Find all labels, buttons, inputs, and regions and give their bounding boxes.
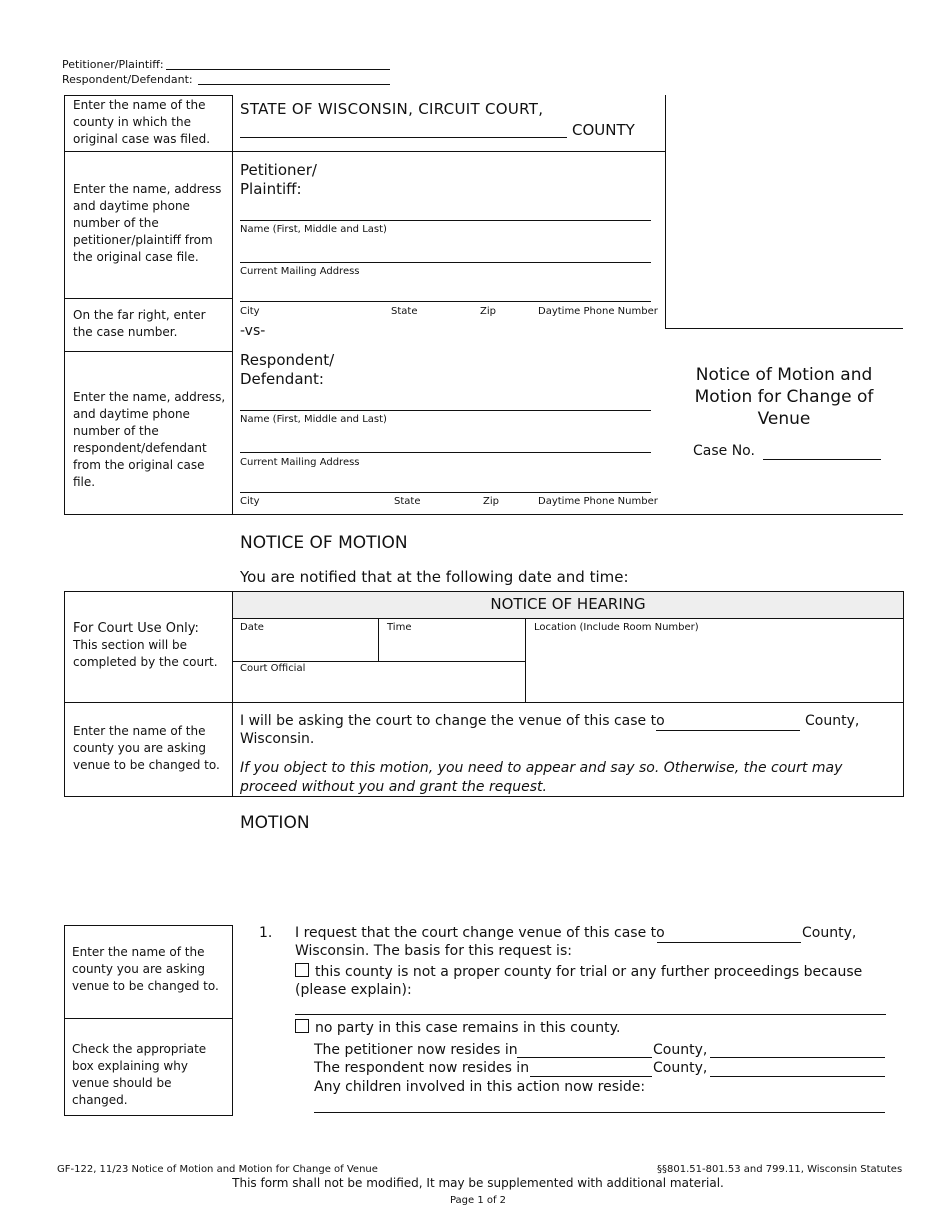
instruction-case-number: On the far right, enter the case number. bbox=[73, 308, 206, 339]
no-party-checkbox[interactable] bbox=[295, 1019, 309, 1033]
respondent-name-field[interactable] bbox=[240, 410, 651, 411]
hearing-location-label[interactable]: Location (Include Room Number) bbox=[534, 622, 699, 633]
instruction-check-box: Check the appropriate box explaining why venue should be changed. bbox=[72, 1042, 207, 1107]
court-use-title: For Court Use Only: bbox=[73, 621, 199, 636]
explain-field[interactable] bbox=[295, 1014, 886, 1015]
respondent-phone-label: Daytime Phone Number bbox=[538, 496, 658, 507]
motion-heading: MOTION bbox=[240, 813, 310, 833]
petitioner-address-label: Current Mailing Address bbox=[240, 266, 360, 277]
petitioner-name-field[interactable] bbox=[240, 220, 651, 221]
motion-county-field[interactable] bbox=[657, 942, 801, 943]
respondent-state-label: State bbox=[394, 496, 421, 507]
footer-page: Page 1 of 2 bbox=[449, 1195, 507, 1206]
instruction-respondent: Enter the name, address, and daytime phone number of the respondent/defendant from the original case file. bbox=[73, 390, 226, 489]
notice-heading: NOTICE OF MOTION bbox=[240, 533, 408, 553]
petitioner-city-field[interactable] bbox=[240, 301, 651, 302]
petitioner-heading-1: Petitioner/ bbox=[240, 161, 317, 179]
respondent-city-field[interactable] bbox=[240, 492, 651, 493]
option2-text: no party in this case remains in this county. bbox=[315, 1020, 621, 1036]
children-label: Any children involved in this action now reside: bbox=[314, 1079, 646, 1095]
petitioner-zip-label: Zip bbox=[480, 306, 496, 317]
notice-intro: You are notified that at the following date and time: bbox=[240, 568, 629, 586]
hearing-title: NOTICE OF HEARING bbox=[490, 595, 646, 613]
respondent-resides-county-label: County, bbox=[653, 1060, 708, 1076]
petitioner-name-label: Name (First, Middle and Last) bbox=[240, 224, 387, 235]
respondent-heading-2: Defendant: bbox=[240, 370, 324, 388]
respondent-resides-state-field[interactable] bbox=[710, 1076, 885, 1077]
vs-label: -vs- bbox=[240, 323, 266, 339]
petitioner-resides-state-field[interactable] bbox=[710, 1057, 885, 1058]
footer-notice: This form shall not be modified, It may be supplemented with additional material. bbox=[232, 1176, 724, 1190]
respondent-name-label: Name (First, Middle and Last) bbox=[240, 414, 387, 425]
petitioner-phone-label: Daytime Phone Number bbox=[538, 306, 658, 317]
respondent-resides-label: The respondent now resides in bbox=[314, 1060, 530, 1076]
venue-text-2: County, bbox=[805, 713, 860, 729]
instruction-venue-county-2: Enter the name of the county you are asking venue to be changed to. bbox=[72, 945, 219, 993]
petitioner-address-field[interactable] bbox=[240, 262, 651, 263]
venue-county-field[interactable] bbox=[656, 730, 800, 731]
footer-statutes: §§801.51-801.53 and 799.11, Wisconsin Statutes bbox=[657, 1164, 903, 1175]
respondent-zip-label: Zip bbox=[483, 496, 499, 507]
option-no-party bbox=[295, 1019, 620, 1036]
option1-text-cont: (please explain): bbox=[295, 982, 412, 998]
respondent-address-field[interactable] bbox=[240, 452, 651, 453]
venue-text-1: I will be asking the court to change the venue of this case to bbox=[240, 713, 665, 729]
footer-form-id: GF-122, 11/23 Notice of Motion and Motion for Change of Venue bbox=[57, 1164, 378, 1175]
top-respondent-field[interactable] bbox=[198, 84, 390, 85]
petitioner-state-label: State bbox=[391, 306, 418, 317]
motion-request-2: County, bbox=[802, 925, 857, 941]
instruction-petitioner: Enter the name, address and daytime phone number of the petitioner/plaintiff from the original case file. bbox=[73, 182, 222, 264]
top-respondent-label: Respondent/Defendant: bbox=[62, 73, 193, 86]
hearing-official-label[interactable]: Court Official bbox=[240, 663, 306, 674]
court-use-body: This section will be completed by the court. bbox=[73, 638, 218, 669]
motion-item-number: 1. bbox=[259, 925, 273, 941]
instruction-county: Enter the name of the county in which the original case was filed. bbox=[73, 98, 211, 146]
form-title: Notice of Motion and Motion for Change of Venue bbox=[694, 365, 874, 429]
hearing-time-label[interactable]: Time bbox=[387, 622, 412, 633]
county-label: COUNTY bbox=[572, 121, 635, 139]
respondent-heading-1: Respondent/ bbox=[240, 351, 335, 369]
county-field[interactable] bbox=[240, 137, 567, 138]
children-field[interactable] bbox=[314, 1112, 885, 1113]
motion-request-1: I request that the court change venue of this case to bbox=[295, 925, 665, 941]
petitioner-resides-label: The petitioner now resides in bbox=[314, 1042, 518, 1058]
case-no-field[interactable] bbox=[763, 459, 881, 460]
venue-text-3: Wisconsin. bbox=[240, 731, 315, 747]
objection-text: If you object to this motion, you need to appear and say so. Otherwise, the court may proceed without you and grant the request. bbox=[240, 760, 843, 795]
option-not-proper-county bbox=[295, 963, 862, 980]
court-title: STATE OF WISCONSIN, CIRCUIT COURT, bbox=[240, 100, 544, 118]
top-petitioner-field[interactable] bbox=[166, 69, 390, 70]
petitioner-resides-county-label: County, bbox=[653, 1042, 708, 1058]
case-no-label: Case No. bbox=[693, 443, 755, 459]
option1-text: this county is not a proper county for trial or any further proceedings because bbox=[315, 964, 863, 980]
petitioner-resides-county-field[interactable] bbox=[517, 1057, 652, 1058]
hearing-date-label[interactable]: Date bbox=[240, 622, 264, 633]
petitioner-city-label: City bbox=[240, 306, 260, 317]
top-petitioner-label: Petitioner/Plaintiff: bbox=[62, 58, 164, 71]
respondent-address-label: Current Mailing Address bbox=[240, 457, 360, 468]
not-proper-county-checkbox[interactable] bbox=[295, 963, 309, 977]
petitioner-heading-2: Plaintiff: bbox=[240, 180, 302, 198]
respondent-resides-county-field[interactable] bbox=[530, 1076, 652, 1077]
motion-request-3: Wisconsin. The basis for this request is: bbox=[295, 943, 572, 959]
respondent-city-label: City bbox=[240, 496, 260, 507]
instruction-venue-county: Enter the name of the county you are asking venue to be changed to. bbox=[73, 724, 220, 772]
